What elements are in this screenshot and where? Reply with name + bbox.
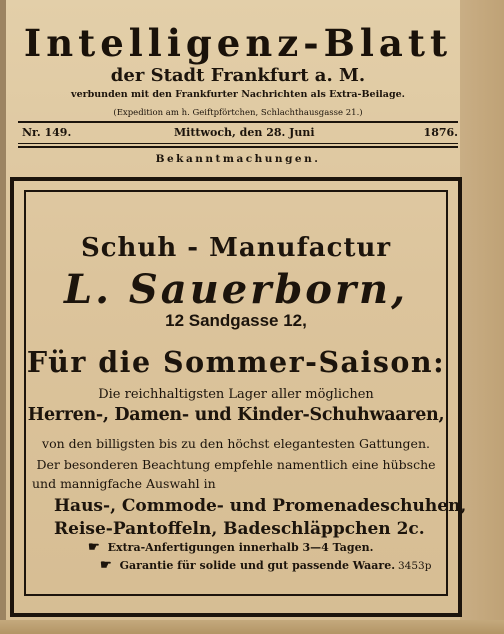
newspaper-city: der Stadt Frankfurt a. M. xyxy=(110,65,366,86)
ad-text-line: Die reichhaltigsten Lager aller möglichen xyxy=(98,387,374,402)
ad-text-line: Der besonderen Beachtung empfehle namentlich eine hübsche xyxy=(36,457,436,472)
supplement-note: verbunden mit den Frankfurter Nachrichten als Extra-Beilage. xyxy=(71,89,405,100)
pointing-hand-icon: ☛ xyxy=(88,540,100,555)
masthead-rule-bottom-2 xyxy=(18,146,458,148)
masthead-rule-top xyxy=(18,121,458,123)
issue-year: 1876. xyxy=(423,126,458,139)
ad-note-guarantee xyxy=(100,558,395,573)
issue-date: Mittwoch, den 28. Juni xyxy=(174,126,315,139)
ad-text-line: und mannigfache Auswahl in xyxy=(32,476,216,491)
ad-text-line: von den billigsten bis zu den höchst elegantesten Gattungen. xyxy=(42,436,430,451)
ad-business-name: L. Sauerborn, xyxy=(63,266,409,313)
page-bottom-edge xyxy=(0,620,504,634)
ad-address: 12 Sandgasse 12, xyxy=(165,311,307,330)
left-page-edge xyxy=(0,0,6,634)
issue-row xyxy=(22,126,458,142)
newspaper-title: Intelligenz-Blatt xyxy=(23,21,453,65)
ad-product-headline: Herren-, Damen- und Kinder-Schuhwaaren, xyxy=(27,405,445,425)
expedition-address: (Expedition am h. Geiftpförtchen, Schlachthausgasse 21.) xyxy=(113,108,363,118)
masthead-rule-bottom-1 xyxy=(18,143,458,144)
pointing-hand-icon: ☛ xyxy=(100,558,112,573)
masthead xyxy=(14,18,462,120)
ad-product-line: Reise-Pantoffeln, Badeschläppchen 2c. xyxy=(54,519,425,539)
ad-product-line: Haus-, Commode- und Promenadeschuhen, xyxy=(54,496,467,516)
ad-note-custom-orders xyxy=(88,540,373,555)
ad-reference-code: 3453p xyxy=(398,560,432,572)
ad-note-text: Extra-Anfertigungen innerhalb 3—4 Tagen. xyxy=(107,541,374,554)
section-heading: Bekanntmachungen. xyxy=(155,153,321,165)
ad-season-headline: Für die Sommer-Saison: xyxy=(26,345,446,379)
issue-number: Nr. 149. xyxy=(22,126,72,139)
ad-business-type: Schuh - Manufactur xyxy=(80,233,392,263)
ad-note-text: Garantie für solide und gut passende Waare. xyxy=(119,559,396,572)
